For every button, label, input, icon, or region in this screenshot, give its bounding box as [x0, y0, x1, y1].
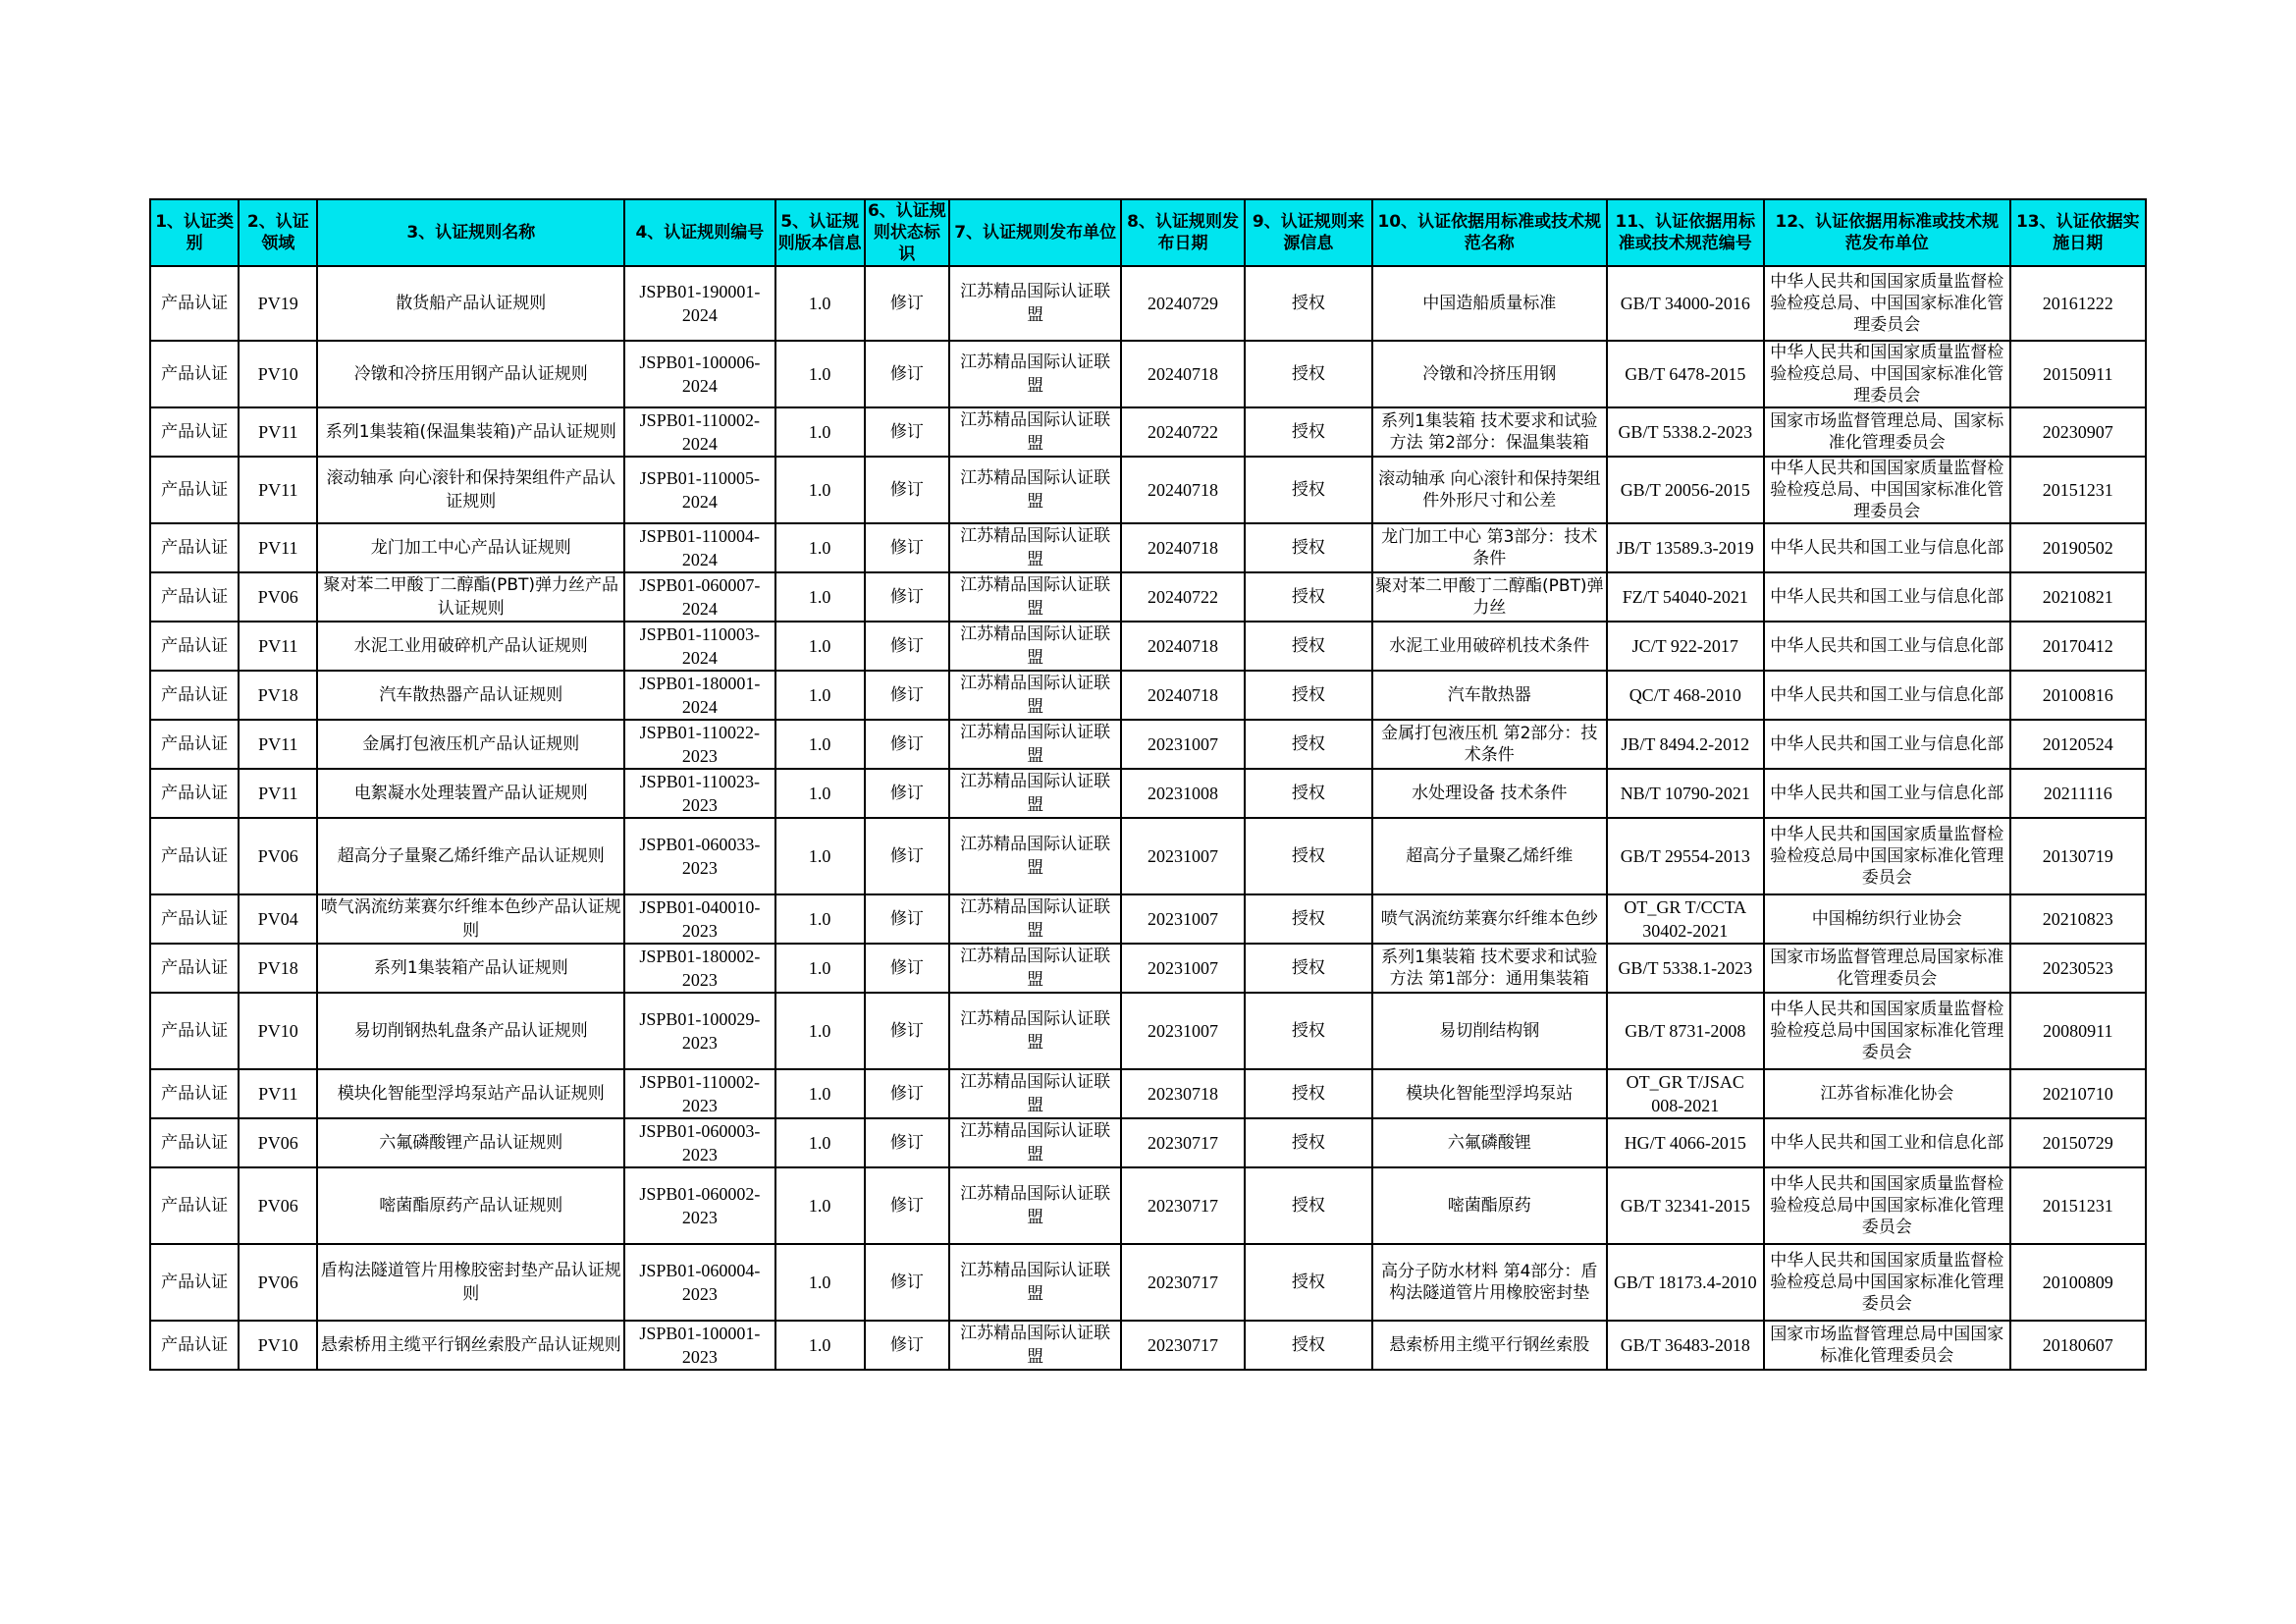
cell-rule-name: 冷镦和冷挤压用钢产品认证规则 [317, 341, 624, 407]
cell-effective-date: 20161222 [2010, 266, 2146, 341]
cell-category: 产品认证 [150, 457, 239, 523]
table-row [150, 944, 2146, 993]
cell-version: 1.0 [775, 1167, 865, 1244]
cell-publish-date: 20240718 [1121, 671, 1244, 720]
cell-effective-date: 20150911 [2010, 341, 2146, 407]
cell-standard-number: GB/T 18173.4-2010 [1607, 1244, 1764, 1321]
cell-version: 1.0 [775, 457, 865, 523]
cell-standard-number: GB/T 6478-2015 [1607, 341, 1764, 407]
cell-standard-name: 水处理设备 技术条件 [1372, 769, 1607, 818]
cell-category: 产品认证 [150, 1321, 239, 1370]
header-rule-name: 3、认证规则名称 [317, 199, 624, 266]
cell-version: 1.0 [775, 1244, 865, 1321]
cell-rule-name: 盾构法隧道管片用橡胶密封垫产品认证规则 [317, 1244, 624, 1321]
table-body [150, 266, 2146, 1370]
cell-publish-date: 20231007 [1121, 993, 1244, 1069]
cell-standard-name: 聚对苯二甲酸丁二醇酯(PBT)弹力丝 [1372, 572, 1607, 622]
cell-effective-date: 20230907 [2010, 407, 2146, 457]
cell-standard-publisher: 中华人民共和国国家质量监督检验检疫总局中国国家标准化管理委员会 [1764, 993, 2010, 1069]
cell-status: 修订 [865, 1321, 949, 1370]
cell-standard-publisher: 中华人民共和国工业与信息化部 [1764, 572, 2010, 622]
cell-effective-date: 20151231 [2010, 1167, 2146, 1244]
cell-standard-name: 易切削结构钢 [1372, 993, 1607, 1069]
header-status: 6、认证规则状态标识 [865, 199, 949, 266]
cell-category: 产品认证 [150, 1118, 239, 1167]
table-row [150, 993, 2146, 1069]
cell-rule-number: JSPB01-100006-2024 [624, 341, 774, 407]
cell-source: 授权 [1245, 894, 1372, 944]
cell-standard-publisher: 中华人民共和国国家质量监督检验检疫总局中国国家标准化管理委员会 [1764, 818, 2010, 894]
cell-publisher: 江苏精品国际认证联盟 [949, 894, 1121, 944]
cell-field: PV11 [239, 523, 317, 572]
header-source: 9、认证规则来源信息 [1245, 199, 1372, 266]
cell-standard-publisher: 国家市场监督管理总局国家标准化管理委员会 [1764, 944, 2010, 993]
table-row [150, 266, 2146, 341]
cell-standard-publisher: 中华人民共和国国家质量监督检验检疫总局中国国家标准化管理委员会 [1764, 1167, 2010, 1244]
cell-standard-number: JB/T 13589.3-2019 [1607, 523, 1764, 572]
header-rule-number: 4、认证规则编号 [624, 199, 774, 266]
cell-source: 授权 [1245, 266, 1372, 341]
cell-publish-date: 20240718 [1121, 341, 1244, 407]
cell-source: 授权 [1245, 1167, 1372, 1244]
cell-rule-name: 汽车散热器产品认证规则 [317, 671, 624, 720]
cell-source: 授权 [1245, 1244, 1372, 1321]
header-row [150, 199, 2146, 266]
cell-source: 授权 [1245, 457, 1372, 523]
cell-rule-name: 模块化智能型浮坞泵站产品认证规则 [317, 1069, 624, 1118]
cell-rule-name: 龙门加工中心产品认证规则 [317, 523, 624, 572]
cell-standard-publisher: 国家市场监督管理总局、国家标准化管理委员会 [1764, 407, 2010, 457]
cell-rule-name: 嘧菌酯原药产品认证规则 [317, 1167, 624, 1244]
cell-status: 修订 [865, 1069, 949, 1118]
cell-standard-number: GB/T 5338.1-2023 [1607, 944, 1764, 993]
cell-rule-name: 滚动轴承 向心滚针和保持架组件产品认证规则 [317, 457, 624, 523]
cell-standard-name: 冷镦和冷挤压用钢 [1372, 341, 1607, 407]
cell-standard-name: 龙门加工中心 第3部分：技术条件 [1372, 523, 1607, 572]
cell-standard-publisher: 中华人民共和国工业和信息化部 [1764, 1118, 2010, 1167]
cell-rule-name: 电絮凝水处理装置产品认证规则 [317, 769, 624, 818]
table-row [150, 1321, 2146, 1370]
table-row [150, 1069, 2146, 1118]
cell-effective-date: 20150729 [2010, 1118, 2146, 1167]
cell-status: 修订 [865, 769, 949, 818]
cell-publisher: 江苏精品国际认证联盟 [949, 1069, 1121, 1118]
cell-version: 1.0 [775, 523, 865, 572]
header-publish-date: 8、认证规则发布日期 [1121, 199, 1244, 266]
cell-publish-date: 20240722 [1121, 572, 1244, 622]
header-effective-date: 13、认证依据实施日期 [2010, 199, 2146, 266]
cell-field: PV11 [239, 407, 317, 457]
cell-rule-number: JSPB01-190001-2024 [624, 266, 774, 341]
cell-category: 产品认证 [150, 266, 239, 341]
cell-category: 产品认证 [150, 671, 239, 720]
cell-status: 修订 [865, 266, 949, 341]
cell-effective-date: 20180607 [2010, 1321, 2146, 1370]
cell-rule-name: 散货船产品认证规则 [317, 266, 624, 341]
cell-standard-name: 金属打包液压机 第2部分：技术条件 [1372, 720, 1607, 769]
cell-effective-date: 20151231 [2010, 457, 2146, 523]
cell-status: 修订 [865, 720, 949, 769]
cell-standard-number: GB/T 32341-2015 [1607, 1167, 1764, 1244]
cell-rule-number: JSPB01-110022-2023 [624, 720, 774, 769]
cell-rule-number: JSPB01-110002-2023 [624, 1069, 774, 1118]
cell-publish-date: 20230717 [1121, 1244, 1244, 1321]
cell-rule-number: JSPB01-040010-2023 [624, 894, 774, 944]
cell-standard-number: GB/T 36483-2018 [1607, 1321, 1764, 1370]
table-row [150, 407, 2146, 457]
cell-effective-date: 20120524 [2010, 720, 2146, 769]
cell-version: 1.0 [775, 266, 865, 341]
table-row [150, 341, 2146, 407]
cell-publisher: 江苏精品国际认证联盟 [949, 457, 1121, 523]
header-version: 5、认证规则版本信息 [775, 199, 865, 266]
cell-version: 1.0 [775, 818, 865, 894]
cell-category: 产品认证 [150, 407, 239, 457]
cell-publisher: 江苏精品国际认证联盟 [949, 1244, 1121, 1321]
table-row [150, 1244, 2146, 1321]
cell-field: PV06 [239, 1167, 317, 1244]
cell-source: 授权 [1245, 523, 1372, 572]
cell-field: PV11 [239, 1069, 317, 1118]
cell-standard-number: GB/T 29554-2013 [1607, 818, 1764, 894]
cell-standard-number: HG/T 4066-2015 [1607, 1118, 1764, 1167]
cell-category: 产品认证 [150, 818, 239, 894]
cell-publisher: 江苏精品国际认证联盟 [949, 572, 1121, 622]
cell-rule-name: 悬索桥用主缆平行钢丝索股产品认证规则 [317, 1321, 624, 1370]
header-standard-number: 11、认证依据用标准或技术规范编号 [1607, 199, 1764, 266]
cell-standard-publisher: 中华人民共和国工业与信息化部 [1764, 671, 2010, 720]
cell-standard-number: JB/T 8494.2-2012 [1607, 720, 1764, 769]
cell-standard-publisher: 江苏省标准化协会 [1764, 1069, 2010, 1118]
cell-standard-publisher: 中华人民共和国工业与信息化部 [1764, 769, 2010, 818]
cell-publisher: 江苏精品国际认证联盟 [949, 1321, 1121, 1370]
cell-standard-name: 高分子防水材料 第4部分：盾构法隧道管片用橡胶密封垫 [1372, 1244, 1607, 1321]
cell-rule-name: 超高分子量聚乙烯纤维产品认证规则 [317, 818, 624, 894]
table-row [150, 671, 2146, 720]
cell-publisher: 江苏精品国际认证联盟 [949, 671, 1121, 720]
cell-rule-number: JSPB01-110003-2024 [624, 622, 774, 671]
cell-standard-publisher: 中华人民共和国国家质量监督检验检疫总局中国国家标准化管理委员会 [1764, 1244, 2010, 1321]
header-standard-name: 10、认证依据用标准或技术规范名称 [1372, 199, 1607, 266]
cell-field: PV11 [239, 622, 317, 671]
cell-standard-publisher: 中华人民共和国工业与信息化部 [1764, 523, 2010, 572]
cell-standard-number: GB/T 34000-2016 [1607, 266, 1764, 341]
cell-status: 修订 [865, 1167, 949, 1244]
cell-field: PV04 [239, 894, 317, 944]
header-category: 1、认证类别 [150, 199, 239, 266]
cell-field: PV18 [239, 671, 317, 720]
cell-standard-number: GB/T 20056-2015 [1607, 457, 1764, 523]
cell-category: 产品认证 [150, 944, 239, 993]
cell-standard-publisher: 中国棉纺织行业协会 [1764, 894, 2010, 944]
cell-effective-date: 20210710 [2010, 1069, 2146, 1118]
cell-category: 产品认证 [150, 993, 239, 1069]
cell-field: PV18 [239, 944, 317, 993]
cell-standard-number: QC/T 468-2010 [1607, 671, 1764, 720]
cell-version: 1.0 [775, 769, 865, 818]
cell-standard-name: 系列1集装箱 技术要求和试验方法 第1部分：通用集装箱 [1372, 944, 1607, 993]
header-field: 2、认证领域 [239, 199, 317, 266]
cell-category: 产品认证 [150, 341, 239, 407]
cell-standard-name: 中国造船质量标准 [1372, 266, 1607, 341]
cell-effective-date: 20210823 [2010, 894, 2146, 944]
cell-source: 授权 [1245, 1118, 1372, 1167]
cell-source: 授权 [1245, 407, 1372, 457]
cell-standard-number: GB/T 8731-2008 [1607, 993, 1764, 1069]
cell-version: 1.0 [775, 341, 865, 407]
table-row [150, 769, 2146, 818]
cell-publish-date: 20231007 [1121, 818, 1244, 894]
cell-status: 修订 [865, 572, 949, 622]
cell-source: 授权 [1245, 622, 1372, 671]
cell-field: PV10 [239, 993, 317, 1069]
header-publisher: 7、认证规则发布单位 [949, 199, 1121, 266]
cell-rule-name: 金属打包液压机产品认证规则 [317, 720, 624, 769]
cell-standard-publisher: 中华人民共和国国家质量监督检验检疫总局、中国国家标准化管理委员会 [1764, 266, 2010, 341]
cell-effective-date: 20100816 [2010, 671, 2146, 720]
cell-status: 修订 [865, 944, 949, 993]
cell-rule-number: JSPB01-180001-2024 [624, 671, 774, 720]
cell-publisher: 江苏精品国际认证联盟 [949, 341, 1121, 407]
cell-field: PV10 [239, 1321, 317, 1370]
cell-source: 授权 [1245, 671, 1372, 720]
table-row [150, 720, 2146, 769]
cell-field: PV06 [239, 572, 317, 622]
cell-standard-publisher: 国家市场监督管理总局中国国家标准化管理委员会 [1764, 1321, 2010, 1370]
cell-source: 授权 [1245, 769, 1372, 818]
cell-publish-date: 20240729 [1121, 266, 1244, 341]
cell-publish-date: 20240722 [1121, 407, 1244, 457]
cell-standard-publisher: 中华人民共和国工业与信息化部 [1764, 720, 2010, 769]
cell-rule-number: JSPB01-060002-2023 [624, 1167, 774, 1244]
cell-version: 1.0 [775, 1321, 865, 1370]
cell-category: 产品认证 [150, 1244, 239, 1321]
cell-rule-name: 聚对苯二甲酸丁二醇酯(PBT)弹力丝产品认证规则 [317, 572, 624, 622]
cell-field: PV06 [239, 1244, 317, 1321]
cell-field: PV06 [239, 818, 317, 894]
cell-source: 授权 [1245, 1321, 1372, 1370]
cell-category: 产品认证 [150, 894, 239, 944]
cell-rule-number: JSPB01-110002-2024 [624, 407, 774, 457]
cell-source: 授权 [1245, 572, 1372, 622]
cell-standard-number: JC/T 922-2017 [1607, 622, 1764, 671]
cell-standard-number: GB/T 5338.2-2023 [1607, 407, 1764, 457]
cell-rule-number: JSPB01-060004-2023 [624, 1244, 774, 1321]
cell-publish-date: 20230717 [1121, 1167, 1244, 1244]
cell-effective-date: 20211116 [2010, 769, 2146, 818]
cell-effective-date: 20170412 [2010, 622, 2146, 671]
cell-version: 1.0 [775, 894, 865, 944]
cell-standard-name: 水泥工业用破碎机技术条件 [1372, 622, 1607, 671]
cell-publish-date: 20231007 [1121, 944, 1244, 993]
cell-publisher: 江苏精品国际认证联盟 [949, 769, 1121, 818]
cell-rule-name: 水泥工业用破碎机产品认证规则 [317, 622, 624, 671]
cell-effective-date: 20190502 [2010, 523, 2146, 572]
cell-publisher: 江苏精品国际认证联盟 [949, 407, 1121, 457]
cell-publisher: 江苏精品国际认证联盟 [949, 1167, 1121, 1244]
cell-publish-date: 20231007 [1121, 894, 1244, 944]
cell-standard-name: 汽车散热器 [1372, 671, 1607, 720]
cell-publisher: 江苏精品国际认证联盟 [949, 720, 1121, 769]
cell-source: 授权 [1245, 993, 1372, 1069]
table-row [150, 818, 2146, 894]
cell-version: 1.0 [775, 1118, 865, 1167]
cell-field: PV11 [239, 720, 317, 769]
cell-status: 修订 [865, 407, 949, 457]
cell-publisher: 江苏精品国际认证联盟 [949, 523, 1121, 572]
cell-standard-name: 滚动轴承 向心滚针和保持架组件外形尺寸和公差 [1372, 457, 1607, 523]
cell-category: 产品认证 [150, 1069, 239, 1118]
cell-source: 授权 [1245, 1069, 1372, 1118]
cell-effective-date: 20100809 [2010, 1244, 2146, 1321]
cell-status: 修订 [865, 993, 949, 1069]
table-header [150, 199, 2146, 266]
cell-rule-number: JSPB01-060007-2024 [624, 572, 774, 622]
cell-field: PV10 [239, 341, 317, 407]
cell-field: PV06 [239, 1118, 317, 1167]
cell-source: 授权 [1245, 818, 1372, 894]
cell-category: 产品认证 [150, 1167, 239, 1244]
cell-standard-name: 悬索桥用主缆平行钢丝索股 [1372, 1321, 1607, 1370]
table-row [150, 1118, 2146, 1167]
cell-standard-name: 嘧菌酯原药 [1372, 1167, 1607, 1244]
cell-standard-name: 系列1集装箱 技术要求和试验方法 第2部分：保温集装箱 [1372, 407, 1607, 457]
table-row [150, 1167, 2146, 1244]
cell-publisher: 江苏精品国际认证联盟 [949, 1118, 1121, 1167]
cell-rule-name: 系列1集装箱(保温集装箱)产品认证规则 [317, 407, 624, 457]
cell-rule-number: JSPB01-110023-2023 [624, 769, 774, 818]
cell-status: 修订 [865, 457, 949, 523]
cell-rule-number: JSPB01-060003-2023 [624, 1118, 774, 1167]
cell-field: PV19 [239, 266, 317, 341]
cell-publish-date: 20231008 [1121, 769, 1244, 818]
cell-publish-date: 20240718 [1121, 622, 1244, 671]
table-row [150, 622, 2146, 671]
cell-rule-number: JSPB01-100029-2023 [624, 993, 774, 1069]
cell-rule-name: 喷气涡流纺莱赛尔纤维本色纱产品认证规则 [317, 894, 624, 944]
cell-rule-name: 六氟磷酸锂产品认证规则 [317, 1118, 624, 1167]
cell-status: 修订 [865, 1118, 949, 1167]
cell-publish-date: 20230718 [1121, 1069, 1244, 1118]
table-row [150, 523, 2146, 572]
cell-status: 修订 [865, 1244, 949, 1321]
cell-version: 1.0 [775, 944, 865, 993]
table-row [150, 894, 2146, 944]
cell-rule-name: 系列1集装箱产品认证规则 [317, 944, 624, 993]
cell-standard-number: OT_GR T/JSAC 008-2021 [1607, 1069, 1764, 1118]
cell-category: 产品认证 [150, 769, 239, 818]
cell-status: 修订 [865, 622, 949, 671]
cell-publish-date: 20240718 [1121, 523, 1244, 572]
cell-standard-name: 模块化智能型浮坞泵站 [1372, 1069, 1607, 1118]
cell-category: 产品认证 [150, 622, 239, 671]
cell-publisher: 江苏精品国际认证联盟 [949, 993, 1121, 1069]
cell-standard-publisher: 中华人民共和国国家质量监督检验检疫总局、中国国家标准化管理委员会 [1764, 457, 2010, 523]
cell-rule-number: JSPB01-110005-2024 [624, 457, 774, 523]
cell-source: 授权 [1245, 720, 1372, 769]
cell-publish-date: 20230717 [1121, 1118, 1244, 1167]
cell-standard-name: 六氟磷酸锂 [1372, 1118, 1607, 1167]
cell-effective-date: 20210821 [2010, 572, 2146, 622]
cell-rule-name: 易切削钢热轧盘条产品认证规则 [317, 993, 624, 1069]
cell-publish-date: 20240718 [1121, 457, 1244, 523]
cell-publisher: 江苏精品国际认证联盟 [949, 622, 1121, 671]
cell-publish-date: 20230717 [1121, 1321, 1244, 1370]
cell-effective-date: 20230523 [2010, 944, 2146, 993]
cell-standard-number: OT_GR T/CCTA 30402-2021 [1607, 894, 1764, 944]
cell-effective-date: 20130719 [2010, 818, 2146, 894]
cell-status: 修订 [865, 671, 949, 720]
cell-publish-date: 20231007 [1121, 720, 1244, 769]
certification-rules-table [149, 198, 2147, 1371]
cell-standard-number: NB/T 10790-2021 [1607, 769, 1764, 818]
cell-rule-number: JSPB01-060033-2023 [624, 818, 774, 894]
cell-status: 修订 [865, 818, 949, 894]
cell-publisher: 江苏精品国际认证联盟 [949, 944, 1121, 993]
cell-rule-number: JSPB01-100001-2023 [624, 1321, 774, 1370]
cell-version: 1.0 [775, 993, 865, 1069]
header-standard-publisher: 12、认证依据用标准或技术规范发布单位 [1764, 199, 2010, 266]
cell-version: 1.0 [775, 720, 865, 769]
cell-publisher: 江苏精品国际认证联盟 [949, 818, 1121, 894]
cell-version: 1.0 [775, 572, 865, 622]
cell-version: 1.0 [775, 671, 865, 720]
cell-category: 产品认证 [150, 523, 239, 572]
cell-standard-publisher: 中华人民共和国国家质量监督检验检疫总局、中国国家标准化管理委员会 [1764, 341, 2010, 407]
cell-rule-number: JSPB01-180002-2023 [624, 944, 774, 993]
cell-field: PV11 [239, 457, 317, 523]
table-row [150, 572, 2146, 622]
cell-publisher: 江苏精品国际认证联盟 [949, 266, 1121, 341]
cell-standard-name: 超高分子量聚乙烯纤维 [1372, 818, 1607, 894]
cell-status: 修订 [865, 341, 949, 407]
cell-standard-number: FZ/T 54040-2021 [1607, 572, 1764, 622]
cell-category: 产品认证 [150, 572, 239, 622]
cell-field: PV11 [239, 769, 317, 818]
cell-version: 1.0 [775, 407, 865, 457]
cell-status: 修订 [865, 894, 949, 944]
cell-version: 1.0 [775, 622, 865, 671]
cell-effective-date: 20080911 [2010, 993, 2146, 1069]
table-row [150, 457, 2146, 523]
cell-status: 修订 [865, 523, 949, 572]
cell-standard-publisher: 中华人民共和国工业与信息化部 [1764, 622, 2010, 671]
cell-category: 产品认证 [150, 720, 239, 769]
cell-standard-name: 喷气涡流纺莱赛尔纤维本色纱 [1372, 894, 1607, 944]
cell-source: 授权 [1245, 341, 1372, 407]
cell-rule-number: JSPB01-110004-2024 [624, 523, 774, 572]
cell-version: 1.0 [775, 1069, 865, 1118]
cell-source: 授权 [1245, 944, 1372, 993]
